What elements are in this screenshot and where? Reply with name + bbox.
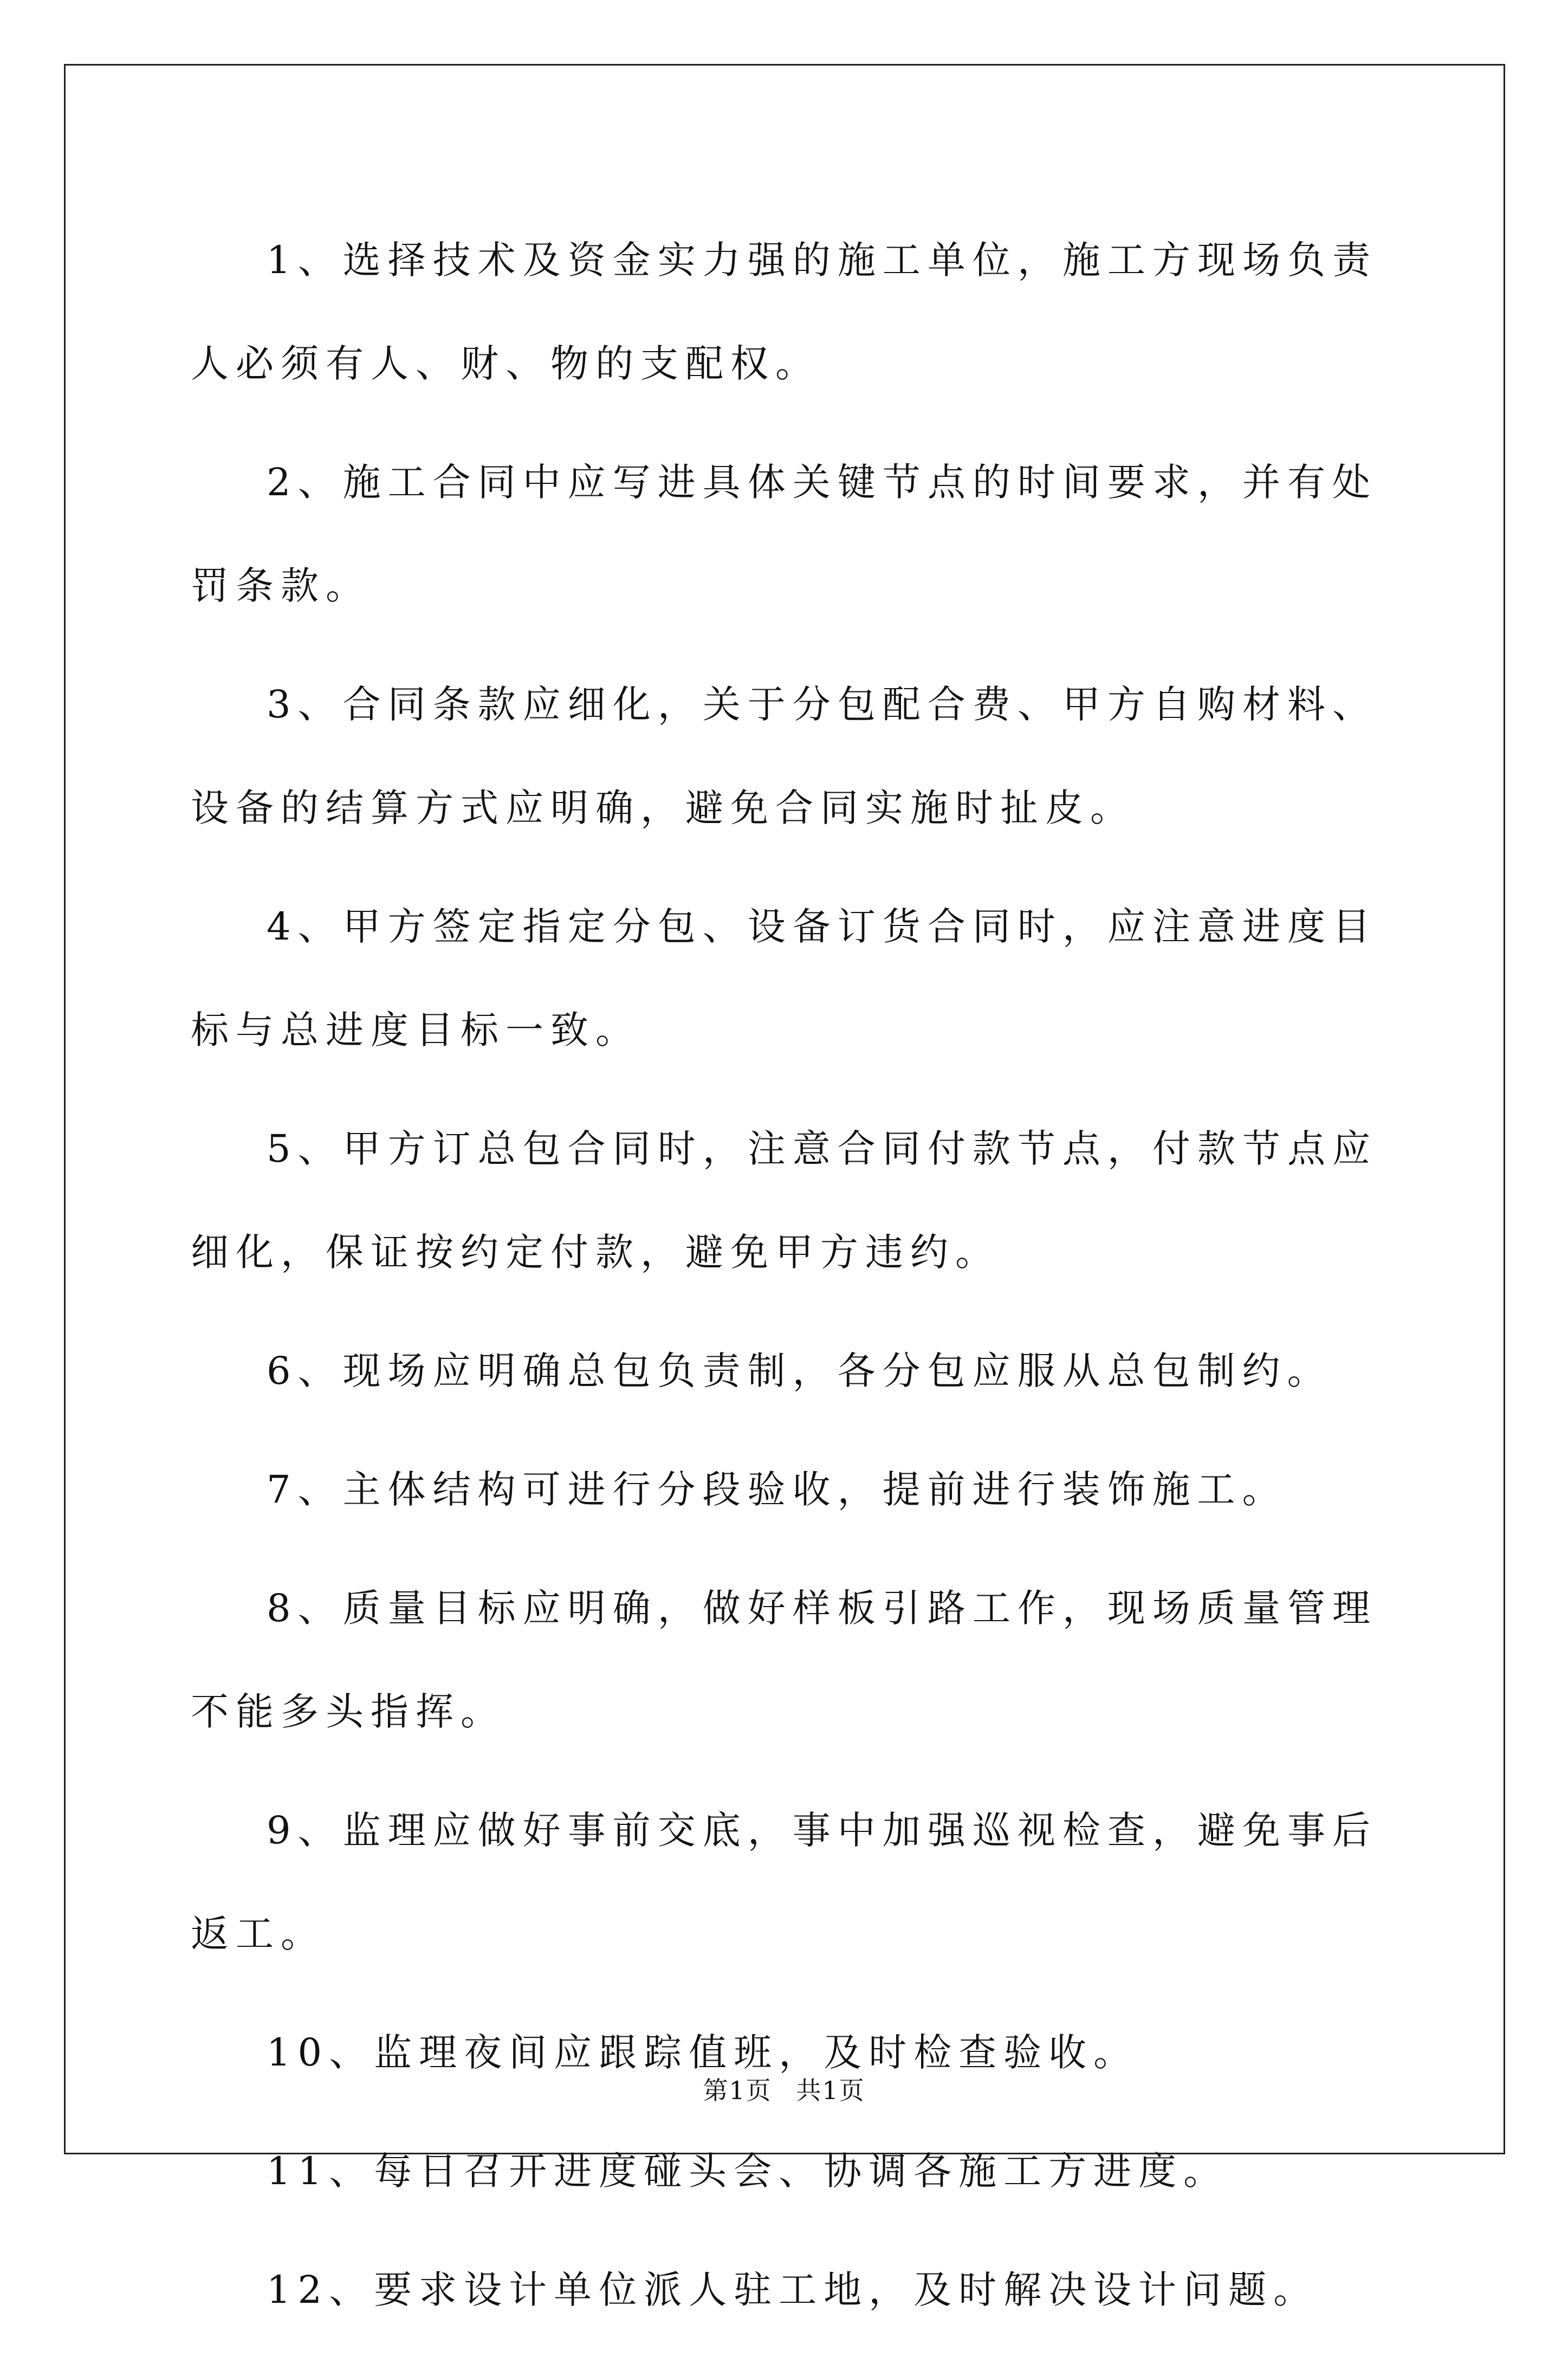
- paragraph-10: 10、监理夜间应跟踪值班，及时检查验收。: [267, 2030, 1139, 2075]
- paragraph-7: 7、主体结构可进行分段验收，提前进行装饰施工。: [267, 1467, 1287, 1512]
- paragraph-12: 12、要求设计单位派人驻工地，及时解决设计问题。: [267, 2268, 1319, 2312]
- page-number-total: 共1页: [796, 2076, 865, 2105]
- paragraph-2: 2、施工合同中应写进具体关键节点的时间要求，并有处罚条款。: [191, 460, 1377, 608]
- paragraph-4: 4、甲方签定指定分包、设备订货合同时，应注意进度目标与总进度目标一致。: [191, 904, 1377, 1052]
- paragraph-3: 3、合同条款应细化，关于分包配合费、甲方自购材料、设备的结算方式应明确，避免合同实施时扯皮。: [191, 682, 1377, 830]
- paragraph-11: 11、每日召开进度碰头会、协调各施工方进度。: [267, 2149, 1229, 2193]
- page-footer: [0, 2071, 1568, 2107]
- paragraph-6: 6、现场应明确总包负责制，各分包应服从总包制约。: [267, 1349, 1332, 1393]
- paragraph-1: 1、选择技术及资金实力强的施工单位，施工方现场负责人必须有人、财、物的支配权。: [191, 238, 1377, 386]
- document-body: [191, 209, 1377, 2357]
- page-number-current: 第1页: [703, 2076, 772, 2105]
- paragraph-5: 5、甲方订总包合同时，注意合同付款节点，付款节点应细化，保证按约定付款，避免甲方违约。: [191, 1126, 1377, 1274]
- paragraph-9: 9、监理应做好事前交底，事中加强巡视检查，避免事后返工。: [191, 1808, 1377, 1956]
- paragraph-8: 8、质量目标应明确，做好样板引路工作，现场质量管理不能多头指挥。: [191, 1586, 1377, 1734]
